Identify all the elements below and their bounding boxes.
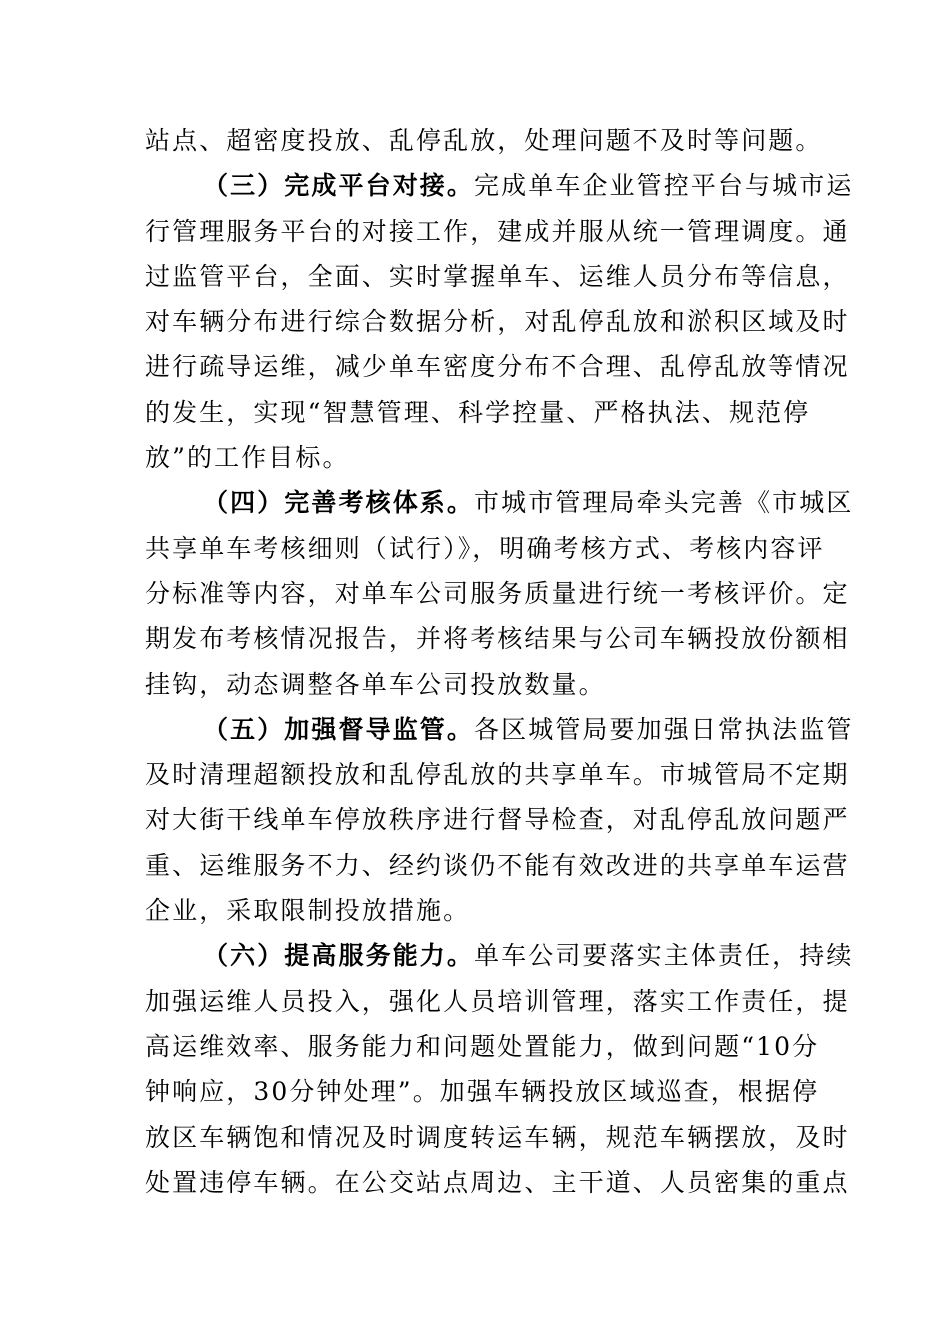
text-line: 进行疏导运维，减少单车密度分布不合理、乱停乱放等情况 [145, 352, 850, 382]
paragraph-first-line [145, 933, 854, 978]
text-line: 共享单车考核细则（试行）》，明确考核方式、考核内容评 [145, 533, 825, 563]
text-line: 分标准等内容，对单车公司服务质量进行统一考核评价。定 [145, 578, 850, 608]
text-line: 挂钩，动态调整各单车公司投放数量。 [145, 669, 606, 699]
text-line: 及时清理超额投放和乱停乱放的共享单车。市城管局不定期 [145, 760, 850, 790]
text-line: 钟响应，30分钟处理”。加强车辆投放区域巡查，根据停 [145, 1077, 820, 1107]
text-line: 重、运维服务不力、经约谈仍不能有效改进的共享单车运营 [145, 850, 850, 880]
text-line: 企业，采取限制投放措施。 [145, 896, 471, 926]
text-run: 各区城管局要加强日常执法监管 [474, 714, 854, 744]
paragraph-first-line [145, 163, 854, 208]
text-line: 过监管平台，全面、实时掌握单车、运维人员分布等信息， [145, 261, 850, 291]
text-line: 放区车辆饱和情况及时调度转运车辆，规范车辆摆放，及时 [145, 1122, 850, 1152]
text-run: 单车公司要落实主体责任，持续 [474, 941, 854, 971]
text-line: 站点、超密度投放、乱停乱放，处理问题不及时等问题。 [145, 126, 823, 155]
text-line: 放”的工作目标。 [145, 443, 350, 473]
section-heading: （五）加强督导监管。 [203, 714, 475, 744]
text-line: 加强运维人员投入，强化人员培训管理，落实工作责任，提 [145, 986, 850, 1016]
document-body [145, 118, 854, 1205]
text-line: 对大街干线单车停放秩序进行督导检查，对乱停乱放问题严 [145, 805, 850, 835]
text-run: 市城市管理局牵头完善《市城区 [474, 488, 854, 518]
section-heading: （四）完善考核体系。 [203, 488, 475, 518]
text-line: 高运维效率、服务能力和问题处置能力，做到问题“10分 [145, 1031, 820, 1061]
section-heading: （六）提高服务能力。 [203, 941, 475, 971]
paragraph-first-line [145, 707, 854, 752]
text-line: 行管理服务平台的对接工作，建成并服从统一管理调度。通 [145, 216, 850, 246]
paragraph-first-line [145, 480, 854, 525]
text-run: 完成单车企业管控平台与城市运 [474, 171, 854, 201]
text-line: 对车辆分布进行综合数据分析，对乱停乱放和淤积区域及时 [145, 307, 850, 337]
text-line: 的发生，实现“智慧管理、科学控量、严格执法、规范停 [145, 397, 811, 427]
text-line: 处置违停车辆。在公交站点周边、主干道、人员密集的重点 [145, 1167, 850, 1197]
section-heading: （三）完成平台对接。 [203, 171, 475, 201]
text-line: 期发布考核情况报告，并将考核结果与公司车辆投放份额相 [145, 624, 850, 654]
